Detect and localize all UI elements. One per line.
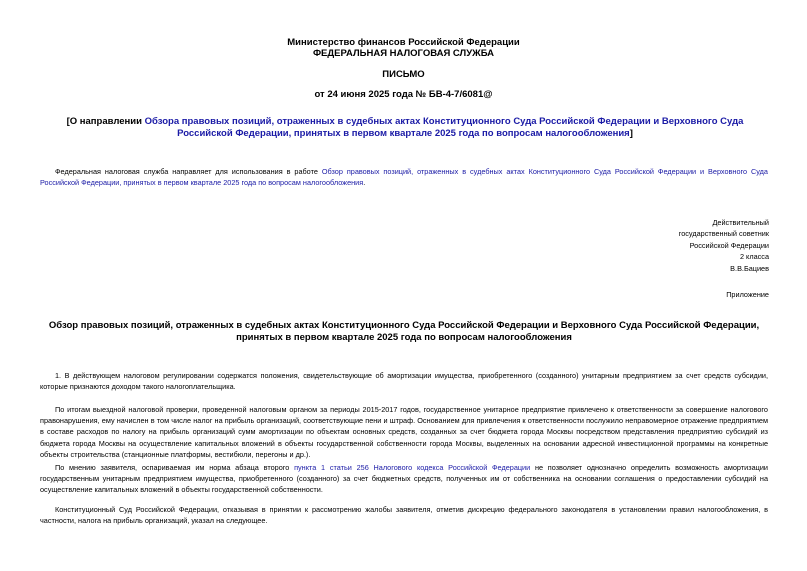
letter-title-suffix: ] <box>629 128 633 139</box>
signature-block <box>569 217 769 274</box>
intro-text-end: . <box>363 178 366 188</box>
appendix-label: Приложение <box>726 290 769 299</box>
letter-title <box>50 116 760 140</box>
intro-review-link[interactable]: Обзор правовых позиций, отраженных в судебных актах Конституционного Суда Российской Федерации и Верховного Суда Российской Федерации, принятых в первом квартале 2025 года по вопросам налогообложения <box>40 167 768 188</box>
paragraph-2: По итогам выездной налоговой проверки, проведенной налоговым органом за периоды 2015-2017 годов, государственное унитарное предприятие привлечено к ответственности за совершение налогового правонарушения, ему начислен в том числе налог на прибыль организаций, соответствующие пени и штраф. Основанием для привлечения к ответственности послужило неправомерное отражение предприятием в составе расходов по налогу на прибыль организаций сумм амортизации по объектам основных средств, созданных за счет бюджета города Москвы посредством представления предприятию субсидий из бюджета города Москвы на осуществление капитальных вложений в объекты государственной собственности города Москвы, выделенных на основании адресной инвестиционной программы на конкретные объекты строительства (станционные платформы, вестибюли, перегоны и др.). <box>40 405 768 459</box>
intro-paragraph <box>40 166 768 188</box>
signature-name: В.В.Бациев <box>730 263 769 273</box>
review-title: Обзор правовых позиций, отраженных в судебных актах Конституционного Суда Российской Федерации и Верховного Суда Российской Федерации, принятых в первом квартале 2025 года по вопросам налогообложения <box>48 320 760 343</box>
ministry-name: Министерство финансов Российской Федерации <box>287 37 520 48</box>
service-name: ФЕДЕРАЛЬНАЯ НАЛОГОВАЯ СЛУЖБА <box>312 48 495 59</box>
signature-line-1: Действительный <box>712 218 769 227</box>
signature-line-4: 2 класса <box>739 252 769 262</box>
document-type: ПИСЬМО <box>382 69 425 80</box>
paragraph-4: Конституционный Суд Российской Федерации, отказывая в принятии к рассмотрению жалобы заявителя, отметив дискрецию федерального законодателя в установлении правил налогообложения, в частности, налога на прибыль организаций, указал на следующее. <box>40 505 768 526</box>
paragraph-3 <box>40 462 768 496</box>
paragraph-3-text: По мнению заявителя, оспариваемая им норма абзаца второго <box>55 463 295 472</box>
intro-text: Федеральная налоговая служба направляет для использования в работе <box>55 167 322 176</box>
signature-line-2: государственный советник <box>678 229 769 239</box>
document-date-number: от 24 июня 2025 года № БВ-4-7/6081@ <box>314 89 493 100</box>
tax-code-article-link[interactable]: пункта 1 статьи 256 Налогового кодекса Российской Федерации <box>294 463 531 472</box>
paragraph-1: 1. В действующем налоговом регулировании содержатся положения, свидетельствующие об амортизации имущества, приобретенного (созданного) унитарным предприятием за счет средств субсидии, которые признаются доходом такого налогоплательщика. <box>40 371 768 392</box>
letter-title-prefix: [О направлении <box>66 116 145 127</box>
letter-title-link[interactable]: Обзора правовых позиций, отраженных в судебных актах Конституционного Суда Российской Федерации и Верховного Суда Российской Федерации, принятых в первом квартале 2025 года по вопросам налогообложения <box>144 116 744 139</box>
signature-line-3: Российской Федерации <box>689 240 769 250</box>
paragraph-3-text-end: не позволяет однозначно определить возможность амортизации государственным унитарным предприятием имущества, приобретенного (созданного) за счет бюджетных средств, полученных им от собственника на основании соглашения о предоставлении субсидий на осуществление капитальных вложений в объекты государственной собственности. <box>40 463 768 495</box>
